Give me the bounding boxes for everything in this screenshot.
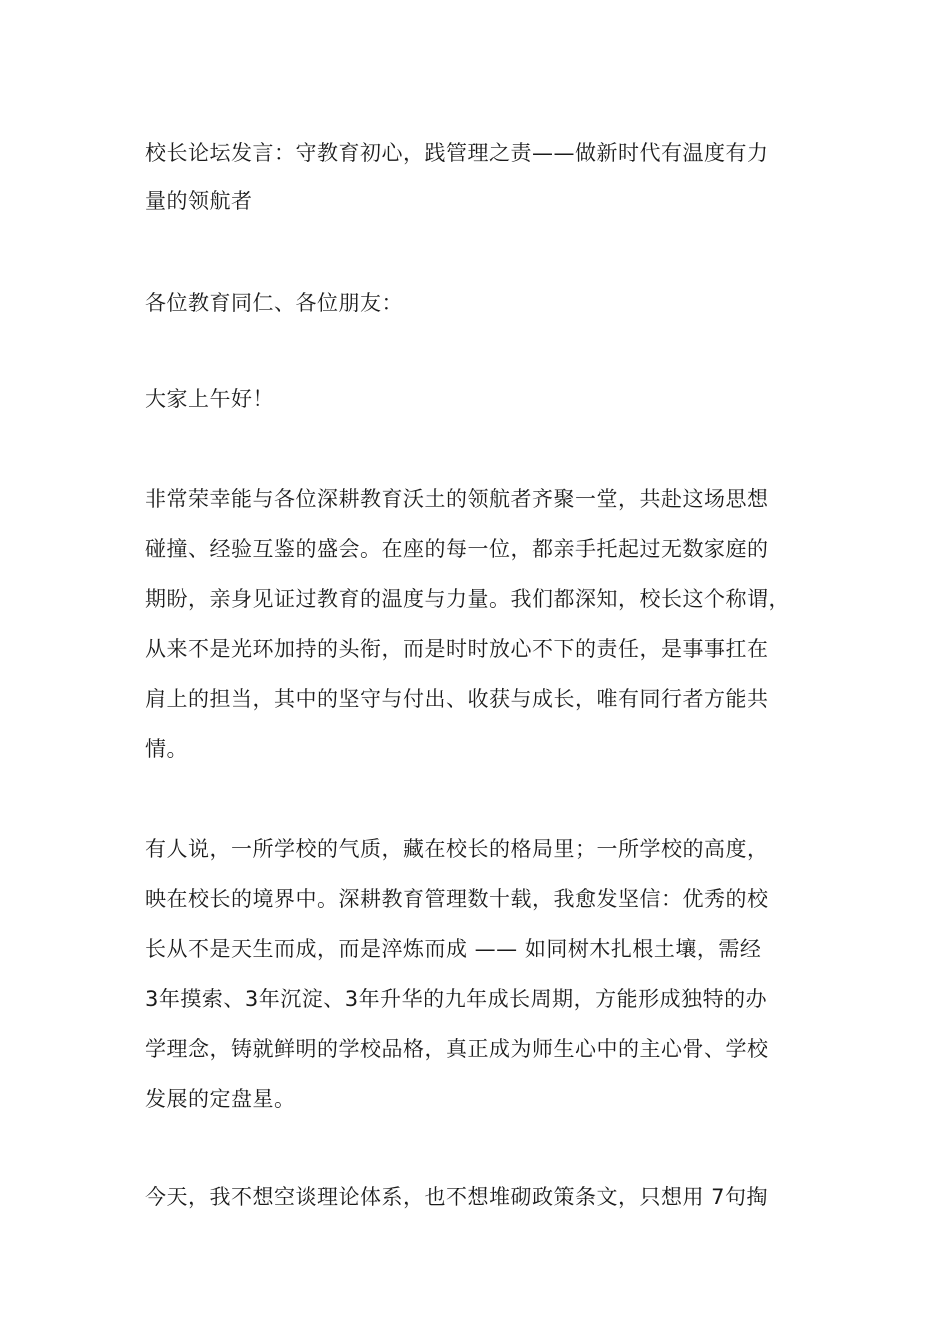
paragraph-1-line-4: 从来不是光环加持的头衔，而是时时放心不下的责任，是事事扛在: [145, 637, 769, 661]
paragraph-1-line-5: 肩上的担当，其中的坚守与付出、收获与成长，唯有同行者方能共: [145, 687, 769, 711]
paragraph-2-line-2: 映在校长的境界中。深耕教育管理数十载，我愈发坚信：优秀的校: [145, 887, 769, 911]
title-line-1: 校长论坛发言：守教育初心，践管理之责——做新时代有温度有力: [145, 141, 769, 165]
paragraph-2-line-3: 长从不是天生而成，而是淬炼而成 —— 如同树木扎根土壤，需经: [145, 937, 762, 961]
salutation: 各位教育同仁、各位朋友：: [145, 291, 403, 315]
title-line-2: 量的领航者: [145, 189, 253, 213]
paragraph-1-line-1: 非常荣幸能与各位深耕教育沃土的领航者齐聚一堂，共赴这场思想: [145, 487, 769, 511]
paragraph-2-line-5: 学理念，铸就鲜明的学校品格，真正成为师生心中的主心骨、学校: [145, 1037, 769, 1061]
paragraph-3-line-1: 今天，我不想空谈理论体系，也不想堆砌政策条文，只想用 7句掏: [145, 1185, 769, 1209]
paragraph-2-line-1: 有人说，一所学校的气质，藏在校长的格局里；一所学校的高度，: [145, 837, 769, 861]
paragraph-1-line-3: 期盼，亲身见证过教育的温度与力量。我们都深知，校长这个称谓，: [145, 587, 790, 611]
greeting: 大家上午好！: [145, 387, 274, 411]
paragraph-1-line-2: 碰撞、经验互鉴的盛会。在座的每一位，都亲手托起过无数家庭的: [145, 537, 769, 561]
paragraph-2-line-6: 发展的定盘星。: [145, 1087, 296, 1111]
paragraph-2-line-4: 3年摸索、3年沉淀、3年升华的九年成长周期，方能形成独特的办: [145, 987, 768, 1011]
paragraph-1-line-6: 情。: [145, 737, 188, 761]
